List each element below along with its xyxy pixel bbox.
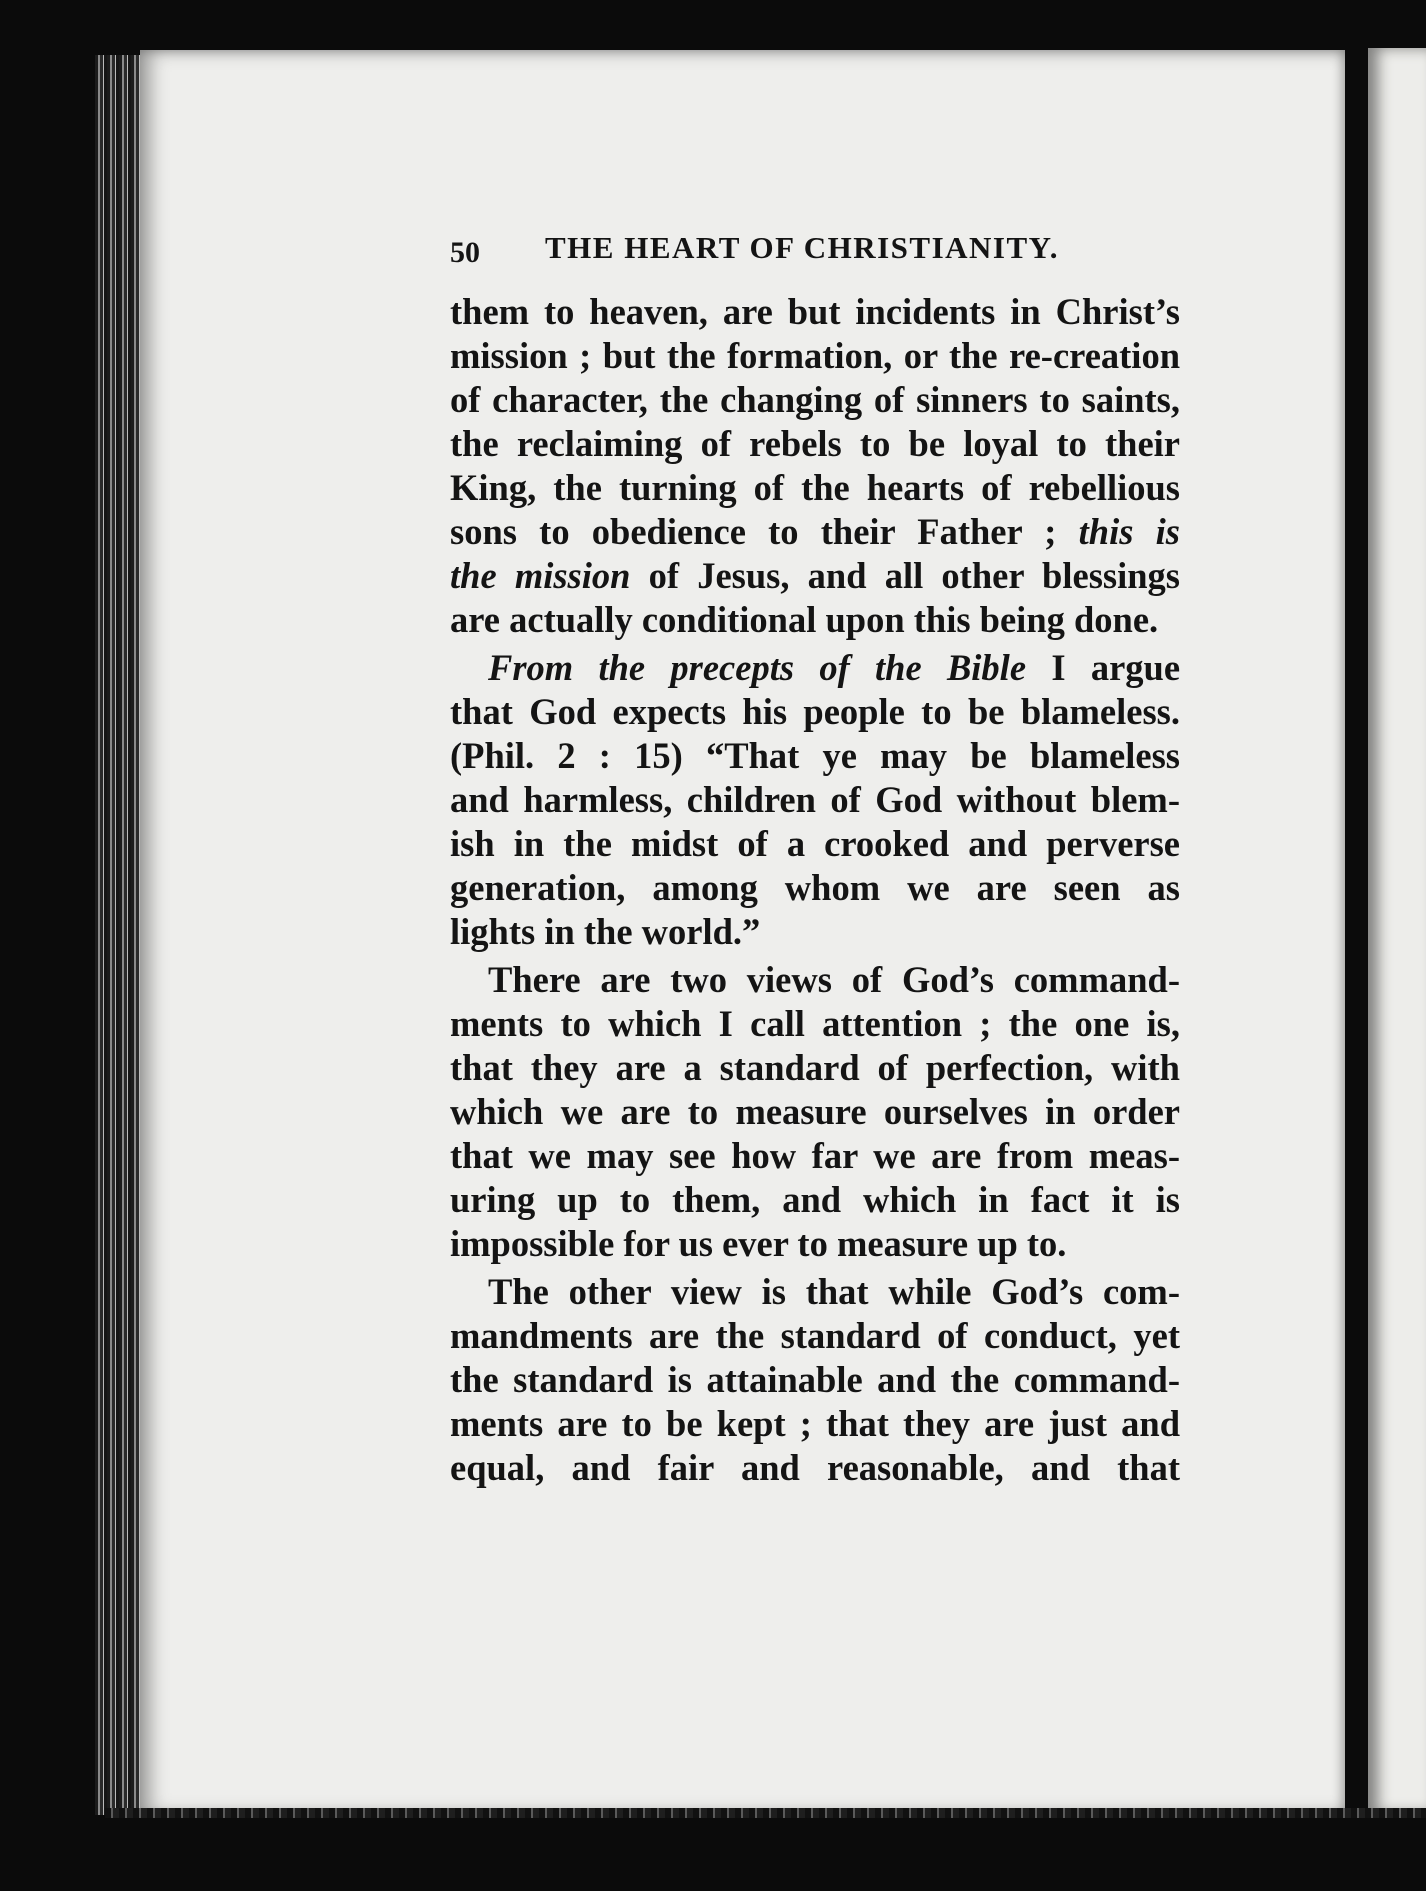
text-line: lights in the world.” xyxy=(450,911,761,952)
text-line: and harmless, children of God without blem- xyxy=(450,779,1180,820)
text-line: ments are to be kept ; that they are just and xyxy=(450,1403,1180,1444)
text-line xyxy=(450,510,1180,554)
text-line xyxy=(450,554,1180,598)
page-bottom-edge xyxy=(105,1808,1426,1818)
italic-phrase: this is xyxy=(1078,511,1181,552)
text-line: ish in the midst of a crooked and perverse xyxy=(450,823,1180,864)
text-line: that they are a standard of perfection, with xyxy=(450,1047,1180,1088)
running-title: THE HEART OF CHRISTIANITY. xyxy=(545,230,1059,265)
text-line: mandments are the standard of conduct, yet xyxy=(450,1315,1180,1356)
text-line: impossible for us ever to measure up to. xyxy=(450,1223,1067,1264)
text-line: (Phil. 2 : 15) “That ye may be blameless xyxy=(450,735,1180,776)
text-line: are actually conditional upon this being done. xyxy=(450,599,1159,640)
text-line: them to heaven, are but incidents in Christ’s xyxy=(450,291,1180,332)
text-line xyxy=(450,646,1180,690)
text-line: which we are to measure ourselves in order xyxy=(450,1091,1180,1132)
text-line: The other view is that while God’s com- xyxy=(488,1271,1180,1312)
italic-phrase: the mission xyxy=(450,555,631,596)
text-line: equal, and fair and reasonable, and that xyxy=(450,1447,1180,1488)
text-line: that God expects his people to be blameless. xyxy=(450,691,1180,732)
text-line: generation, among whom we are seen as xyxy=(450,867,1180,908)
text-line: ments to which I call attention ; the one is, xyxy=(450,1003,1180,1044)
text-segment: sons to obedience to their Father ; xyxy=(450,511,1057,552)
text-line: that we may see how far we are from meas- xyxy=(450,1135,1180,1176)
text-segment: of Jesus, and all other blessings xyxy=(648,555,1180,596)
text-line: of character, the changing of sinners to saints, xyxy=(450,379,1180,420)
text-line: mission ; but the formation, or the re-creation xyxy=(450,335,1180,376)
page-header xyxy=(450,230,1175,270)
page-number: 50 xyxy=(450,236,480,269)
text-line: uring up to them, and which in fact it is xyxy=(450,1179,1180,1220)
text-line: King, the turning of the hearts of rebellious xyxy=(450,467,1180,508)
facing-page-edge xyxy=(1368,48,1426,1813)
text-line: There are two views of God’s command- xyxy=(488,959,1180,1000)
body-text xyxy=(450,290,1180,1490)
text-segment: I argue xyxy=(1051,647,1181,688)
italic-phrase: From the precepts of the Bible xyxy=(488,647,1027,688)
text-line: the reclaiming of rebels to be loyal to their xyxy=(450,423,1180,464)
text-line: the standard is attainable and the command- xyxy=(450,1359,1180,1400)
